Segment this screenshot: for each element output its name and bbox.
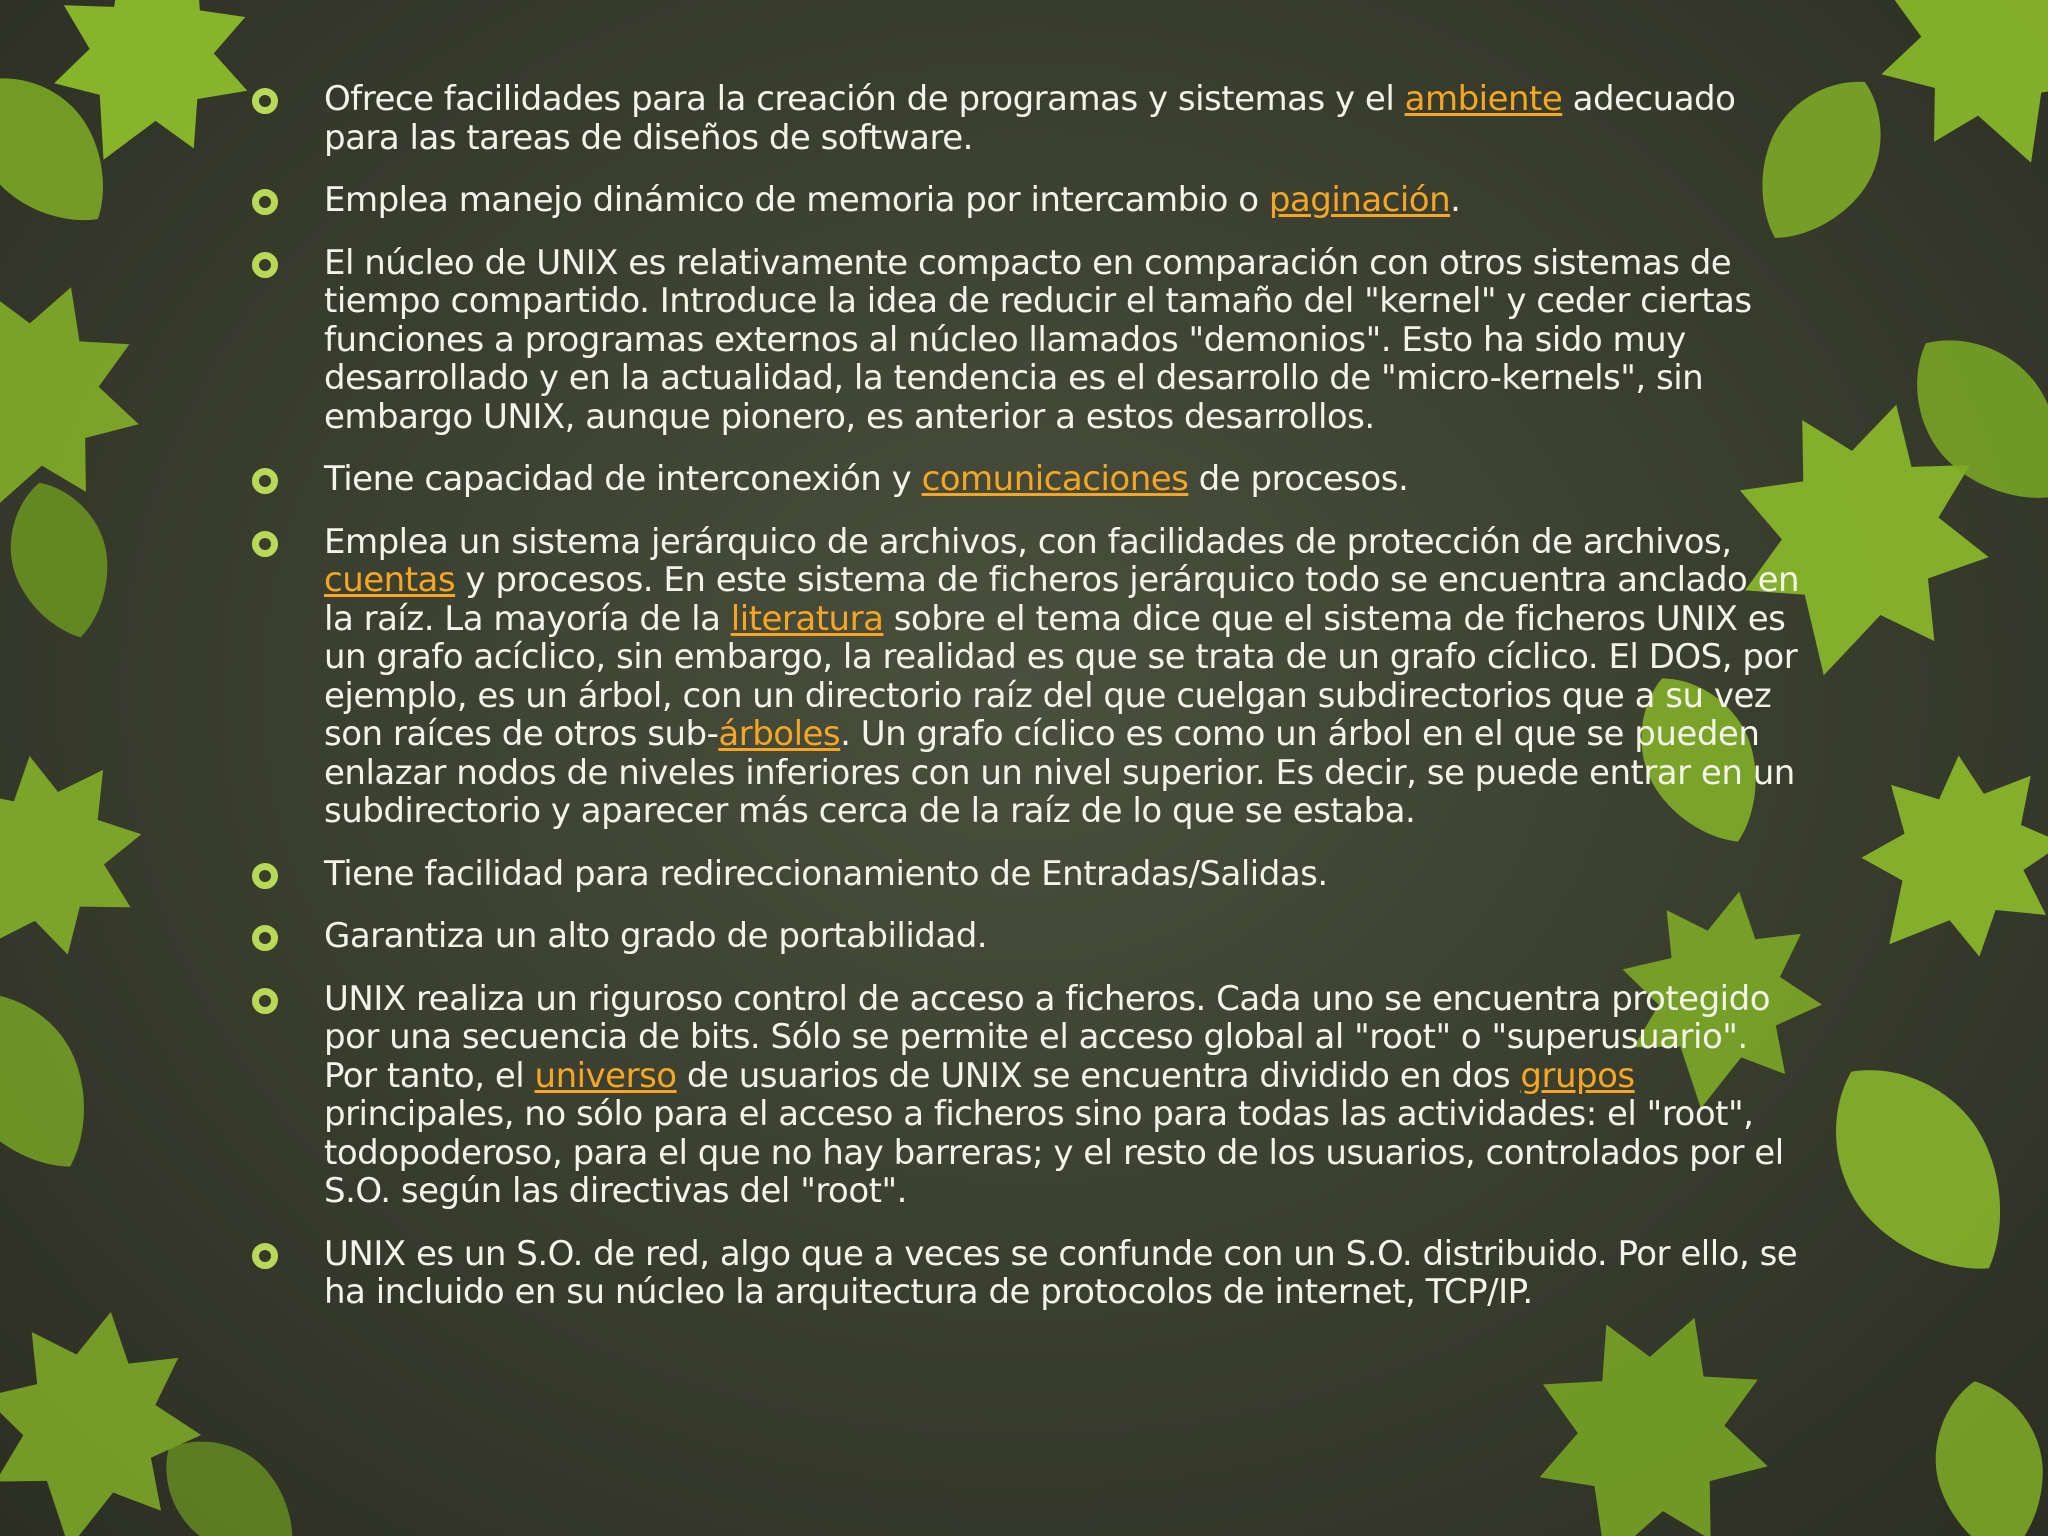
text-run: sobre el tema dice que el sistema de ficheros UNIX es un grafo acíclico, sin embargo, la realidad es que se trata de un grafo cíclico. El DOS, por ejemplo, es un árbol, con un directorio raíz del que cuelgan subdirectorios que a su vez son raíces de otros sub- (324, 598, 1798, 754)
text-run: Ofrece facilidades para la creación de programas y sistemas y el (324, 79, 1405, 119)
bullet-text (324, 1235, 1810, 1312)
leaf-shape (1922, 1372, 2048, 1536)
ring-bullet-icon (252, 88, 278, 114)
bullet-item (250, 523, 1810, 831)
bullet-item (250, 80, 1810, 157)
bullet-list (250, 80, 1810, 1336)
text-run: principales, no sólo para el acceso a ficheros sino para todas las actividades: el "root", todopoderoso, para el que no hay barreras; y el resto de los usuarios, controlados por el S.O. según las directivas del "root". (324, 1094, 1784, 1211)
text-run: de procesos. (1188, 459, 1409, 499)
hyperlink[interactable]: literatura (730, 598, 884, 639)
leaf-shape (0, 471, 126, 650)
bullet-item (250, 244, 1810, 437)
text-run: adecuado para las tareas de diseños de software. (324, 79, 1736, 158)
text-run: Emplea manejo dinámico de memoria por intercambio o (324, 180, 1269, 220)
bullet-text (324, 980, 1810, 1211)
text-run: El núcleo de UNIX es relativamente compacto en comparación con otros sistemas de tiempo compartido. Introduce la idea de reducir el tamaño del "kernel" y ceder ciertas funciones a programas externos al núcleo llamados "demonios". Esto ha sido muy desarrollado y en la actualidad, la tendencia es el desarrollo de "micro-kernels", sin embargo UNIX, aunque pionero, es anterior a estos desarrollos. (324, 242, 1752, 437)
ring-bullet-icon (252, 1243, 278, 1269)
leaf-shape (1812, 711, 2048, 1010)
hyperlink[interactable]: árboles (718, 714, 841, 754)
ring-bullet-icon (252, 988, 278, 1014)
ring-bullet-icon (252, 252, 278, 278)
bullet-item (250, 181, 1810, 220)
text-run: Emplea un sistema jerárquico de archivos, con facilidades de protección de archivos, (324, 521, 1732, 562)
bullet-text (324, 244, 1810, 437)
bullet-item (250, 855, 1810, 894)
bullet-text (324, 855, 1810, 894)
text-run: Tiene facilidad para redireccionamiento de Entradas/Salidas. (324, 853, 1328, 894)
bullet-item (250, 980, 1810, 1211)
bullet-text (324, 80, 1810, 157)
bullet-item (250, 460, 1810, 499)
bullet-item (250, 917, 1810, 956)
text-run: UNIX realiza un riguroso control de acceso a ficheros. Cada uno se encuentra protegido por una secuencia de bits. Sólo se permite el acceso global al "root" o "superusuario". Por tanto, el (324, 978, 1770, 1096)
hyperlink[interactable]: universo (534, 1055, 677, 1096)
leaf-shape (0, 712, 186, 1008)
ring-bullet-icon (252, 863, 278, 889)
hyperlink[interactable]: cuentas (324, 560, 456, 600)
leaf-shape (1793, 1031, 2046, 1309)
bullet-item (250, 1235, 1810, 1312)
text-run: Tiene capacidad de interconexión y (324, 459, 922, 499)
bullet-text (324, 460, 1810, 499)
text-run: y procesos. En este sistema de ficheros jerárquico todo se encuentra anclado en la raíz. La mayoría de la (324, 560, 1800, 639)
bullet-text (324, 523, 1810, 831)
leaf-shape (0, 964, 121, 1196)
hyperlink[interactable]: grupos (1520, 1055, 1635, 1096)
text-run: . (1450, 180, 1461, 220)
ring-bullet-icon (252, 189, 278, 215)
hyperlink[interactable]: ambiente (1404, 79, 1563, 119)
text-run: . Un grafo cíclico es como un árbol en el que se pueden enlazar nodos de niveles inferiores con un nivel superior. Es decir, se puede entrar en un subdirectorio y aparecer más cerca de la raíz de lo que se estaba. (324, 714, 1795, 831)
ring-bullet-icon (252, 531, 278, 557)
text-run: UNIX es un S.O. de red, algo que a veces se confunde con un S.O. distribuido. Por ello, se ha incluido en su núcleo la arquitectura de protocolos de internet, TCP/IP. (324, 1233, 1798, 1312)
bullet-text (324, 181, 1810, 220)
leaf-shape (1845, 0, 2048, 201)
bullet-text (324, 917, 1810, 956)
text-run: de usuarios de UNIX se encuentra dividido en dos (676, 1055, 1521, 1096)
ring-bullet-icon (252, 468, 278, 494)
ring-bullet-icon (252, 925, 278, 951)
text-run: Garantiza un alto grado de portabilidad. (324, 916, 988, 956)
hyperlink[interactable]: comunicaciones (921, 459, 1189, 499)
hyperlink[interactable]: paginación (1268, 180, 1451, 220)
